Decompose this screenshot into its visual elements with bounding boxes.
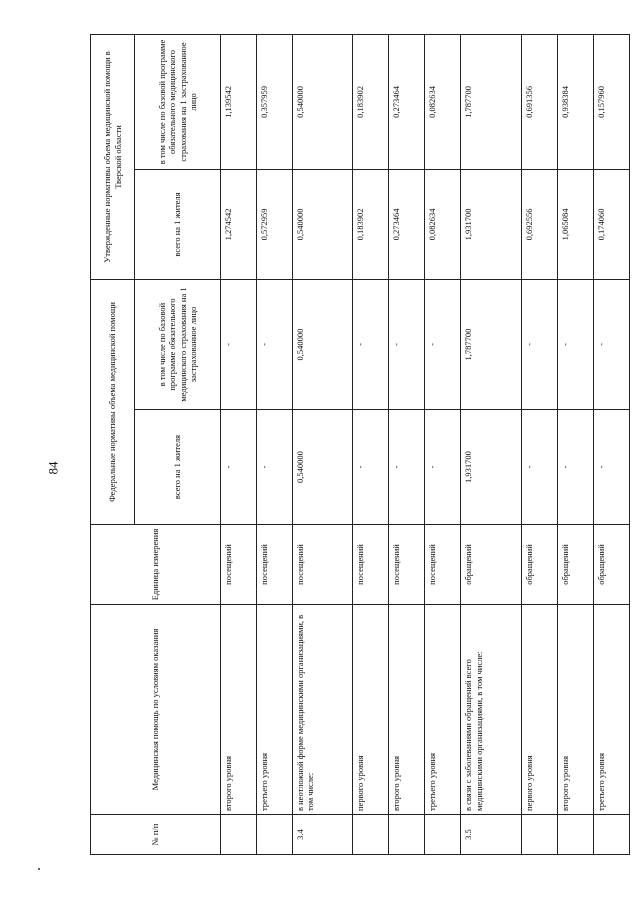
cell-fed-total: 1,931700 — [461, 410, 521, 525]
cell-reg-total: 1,065084 — [557, 169, 593, 279]
cell-reg-total: 0,082634 — [425, 169, 461, 279]
cell-reg-total: 1,931700 — [461, 169, 521, 279]
cell-fed-total: - — [521, 410, 557, 525]
cell-reg-oms: 1,787700 — [461, 34, 521, 169]
cell-unit: посещений — [257, 525, 293, 605]
cell-fed-oms: - — [425, 279, 461, 409]
cell-fed-total: - — [557, 410, 593, 525]
cell-fed-oms: - — [221, 279, 257, 409]
cell-name: в связи с заболеваниями обращений всего медицинскими организациями, в том числе: — [461, 605, 521, 815]
cell-num — [257, 815, 293, 855]
cell-fed-oms: - — [353, 279, 389, 409]
cell-reg-oms: 0,157960 — [593, 34, 629, 169]
header-regional-group: Утвержденные нормативы объема медицинской помощи в Тверской области — [91, 34, 135, 279]
cell-reg-oms: 0,183902 — [353, 34, 389, 169]
table-row — [461, 34, 521, 854]
cell-name: второго уровня — [221, 605, 257, 815]
table-row — [221, 34, 257, 854]
rotated-table-container — [90, 35, 630, 855]
cell-num: 3.5 — [461, 815, 521, 855]
header-reg-total: всего на 1 жителя — [135, 169, 221, 279]
cell-fed-total: - — [221, 410, 257, 525]
cell-reg-oms: 0,691356 — [521, 34, 557, 169]
cell-fed-oms: - — [257, 279, 293, 409]
table-row — [557, 34, 593, 854]
cell-reg-total: 1,274542 — [221, 169, 257, 279]
table-wrapper — [90, 35, 630, 855]
cell-unit: обращений — [521, 525, 557, 605]
cell-num — [557, 815, 593, 855]
cell-num — [221, 815, 257, 855]
cell-reg-oms: 0,273464 — [389, 34, 425, 169]
cell-reg-total: 0,273464 — [389, 169, 425, 279]
header-federal-group: Федеральные нормативы объема медицинской помощи — [91, 279, 135, 524]
table-row — [389, 34, 425, 854]
cell-unit: обращений — [593, 525, 629, 605]
cell-reg-total: 0,183902 — [353, 169, 389, 279]
header-unit: Единица измерения — [91, 525, 221, 605]
cell-fed-oms: 1,787700 — [461, 279, 521, 409]
table-row — [593, 34, 629, 854]
table-row — [257, 34, 293, 854]
cell-fed-total: - — [593, 410, 629, 525]
cell-name: второго уровня — [557, 605, 593, 815]
cell-fed-oms: - — [593, 279, 629, 409]
cell-num — [389, 815, 425, 855]
cell-fed-total: - — [389, 410, 425, 525]
header-fed-total: всего на 1 жителя — [135, 410, 221, 525]
table-row — [293, 34, 353, 854]
cell-unit: посещений — [293, 525, 353, 605]
cell-fed-oms: - — [389, 279, 425, 409]
cell-num — [593, 815, 629, 855]
table-row — [353, 34, 389, 854]
cell-name: второго уровня — [389, 605, 425, 815]
header-num: № п/п — [91, 815, 221, 855]
cell-name: третьего уровня — [425, 605, 461, 815]
cell-name: первого уровня — [353, 605, 389, 815]
cell-name: третьего уровня — [593, 605, 629, 815]
cell-fed-total: - — [425, 410, 461, 525]
cell-reg-total: 0,572959 — [257, 169, 293, 279]
cell-unit: обращений — [557, 525, 593, 605]
cell-reg-total: 0,692556 — [521, 169, 557, 279]
cell-reg-total: 0,540000 — [293, 169, 353, 279]
cell-unit: посещений — [389, 525, 425, 605]
cell-fed-oms: - — [557, 279, 593, 409]
cell-reg-total: 0,174060 — [593, 169, 629, 279]
medical-norms-table — [90, 34, 630, 855]
cell-unit: обращений — [461, 525, 521, 605]
header-name: Медицинская помощь по условиям оказания — [91, 605, 221, 815]
header-reg-oms: в том числе по базовой программе обязательного медицинского страхования на 1 застрахованное лицо — [135, 34, 221, 169]
cell-num — [353, 815, 389, 855]
table-row — [521, 34, 557, 854]
cell-reg-oms: 0,357959 — [257, 34, 293, 169]
header-fed-oms: в том числе по базовой программе обязательного медицинского страхования на 1 застрахованное лицо — [135, 279, 221, 409]
table-row — [425, 34, 461, 854]
cell-fed-oms: 0,540000 — [293, 279, 353, 409]
cell-reg-oms: 1,139542 — [221, 34, 257, 169]
cell-reg-oms: 0,540000 — [293, 34, 353, 169]
cell-fed-total: - — [353, 410, 389, 525]
cell-num: 3.4 — [293, 815, 353, 855]
table-body — [221, 34, 630, 854]
cell-name: в неотложной форме медицинскими организациями, в том числе: — [293, 605, 353, 815]
cell-num — [425, 815, 461, 855]
cell-reg-oms: 0,938384 — [557, 34, 593, 169]
cell-fed-oms: - — [521, 279, 557, 409]
cell-unit: посещений — [425, 525, 461, 605]
cell-fed-total: - — [257, 410, 293, 525]
cell-name: третьего уровня — [257, 605, 293, 815]
cell-unit: посещений — [221, 525, 257, 605]
cell-reg-oms: 0,082634 — [425, 34, 461, 169]
scan-dot — [38, 868, 40, 870]
cell-name: первого уровня — [521, 605, 557, 815]
page-number: 84 — [45, 461, 61, 475]
cell-fed-total: 0,540000 — [293, 410, 353, 525]
cell-unit: посещений — [353, 525, 389, 605]
cell-num — [521, 815, 557, 855]
